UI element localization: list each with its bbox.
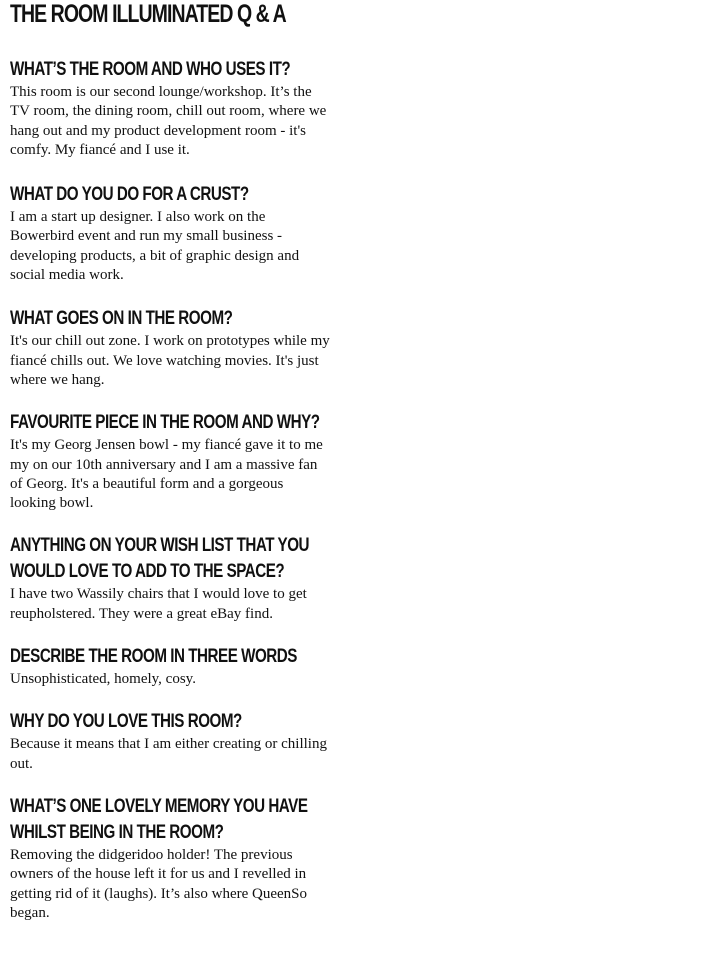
question-heading: WHAT’S THE ROOM AND WHO USES IT? <box>10 59 291 80</box>
question-heading: WHAT DO YOU DO FOR A CRUST? <box>10 184 249 206</box>
qa-item <box>10 709 340 774</box>
article <box>10 0 340 923</box>
qa-item <box>10 794 340 923</box>
qa-item <box>10 57 340 160</box>
answer-text: Unsophisticated, homely, cosy. <box>10 671 196 688</box>
qa-item <box>10 533 340 624</box>
question-heading: DESCRIBE THE ROOM IN THREE WORDS <box>10 646 297 668</box>
answer-text: This room is our second lounge/workshop. It’s the TV room, the dining room, chill out room, where we hang out and my product development room - it's comfy. My fiancé and I use it. <box>10 84 327 158</box>
qa-item <box>10 644 340 689</box>
question-heading: WHAT GOES ON IN THE ROOM? <box>10 308 233 330</box>
question-heading: FAVOURITE PIECE IN THE ROOM AND WHY? <box>10 412 320 434</box>
question-heading: ANYTHING ON YOUR WISH LIST THAT YOU WOULD LOVE TO ADD TO THE SPACE? <box>10 535 310 583</box>
qa-item <box>10 410 340 513</box>
answer-text: Removing the didgeridoo holder! The previous owners of the house left it for us and I revelled in getting rid of it (laughs). It’s also where QueenSo began. <box>10 846 308 921</box>
question-heading: WHY DO YOU LOVE THIS ROOM? <box>10 711 242 733</box>
qa-item <box>10 306 340 390</box>
question-heading: WHAT’S ONE LOVELY MEMORY YOU HAVE WHILST BEING IN THE ROOM? <box>10 795 308 843</box>
page-title: THE ROOM ILLUMINATED Q & A <box>10 0 286 28</box>
answer-text: It's my Georg Jensen bowl - my fiancé gave it to me my on our 10th anniversary and I am a massive fan of Georg. It's a beautiful form and a gorgeous looking bowl. <box>10 437 323 512</box>
answer-text: I have two Wassily chairs that I would love to get reupholstered. They were a great eBay find. <box>10 586 307 622</box>
answer-text: I am a start up designer. I also work on the Bowerbird event and run my small business - developing products, a bit of graphic design and social media work. <box>10 209 300 284</box>
answer-text: Because it means that I am either creating or chilling out. <box>10 736 327 772</box>
qa-item <box>10 182 340 285</box>
answer-text: It's our chill out zone. I work on prototypes while my fiancé chills out. We love watching movies. It's just where we hang. <box>10 333 330 388</box>
